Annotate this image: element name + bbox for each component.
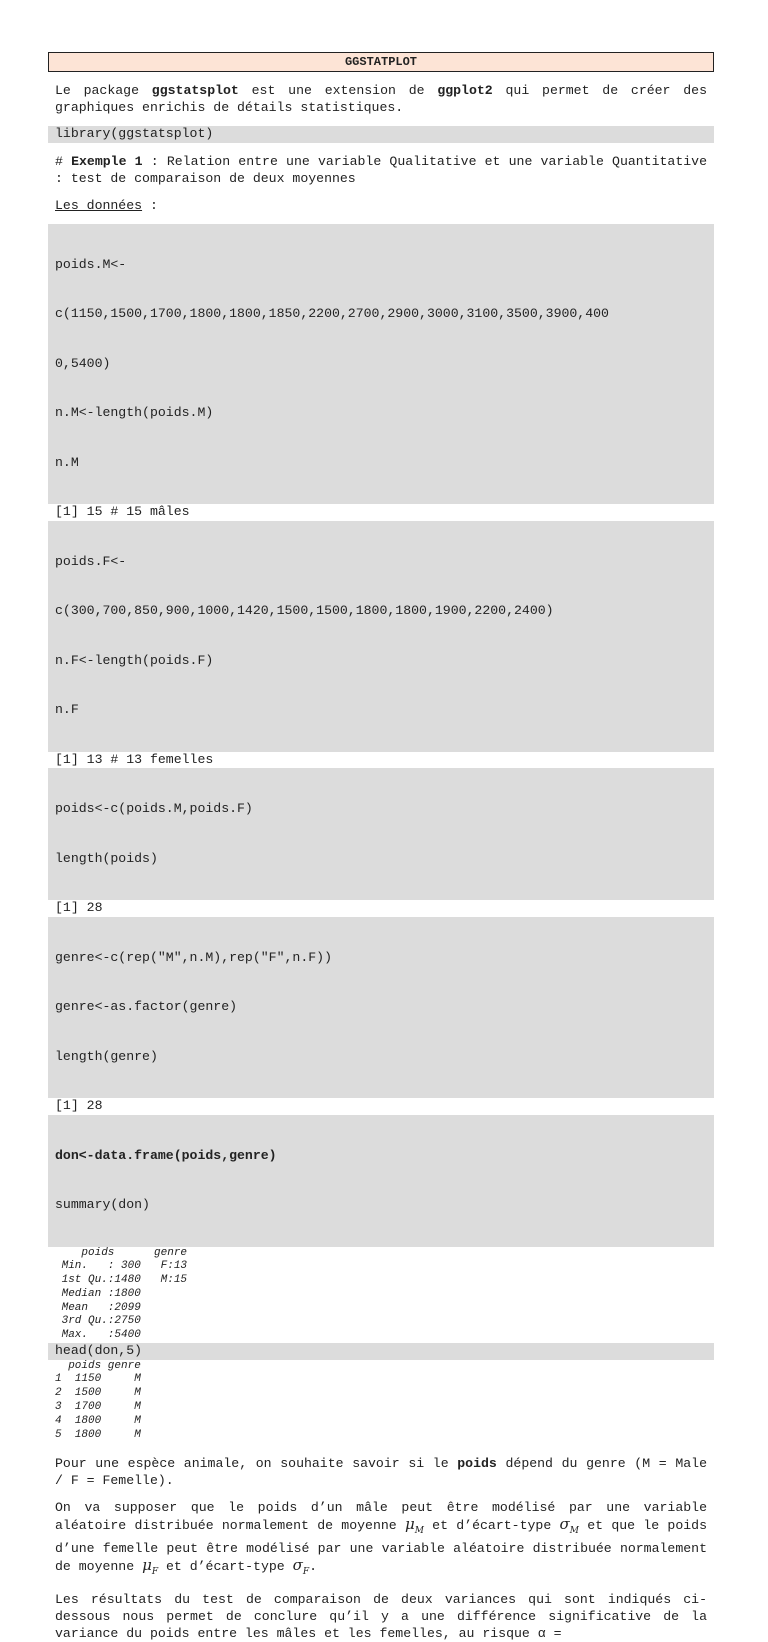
head-output: poids genre 1 1150 M 2 1500 M 3 1700 M 4 1800 M 5 1800 M xyxy=(55,1359,141,1441)
code-block-genre: genre<-c(rep("M",n.M),rep("F",n.F)) genre<-as.factor(genre) length(genre) xyxy=(48,917,714,1099)
results-paragraph: Les résultats du test de comparaison de deux variances qui sont indiqués ci-dessous nous permet de conclure qu’il y a une différence significative de la variance du poids entre les mâles et les femelles, au risque α = xyxy=(55,1592,707,1642)
ggplot2-name: ggplot2 xyxy=(437,83,493,98)
sigma-f-symbol: $\sigma_F$ xyxy=(292,1556,310,1578)
code-block-poids: poids<-c(poids.M,poids.F) length(poids) xyxy=(48,768,714,900)
mu-m-symbol: $\mu_M$ xyxy=(404,1515,424,1537)
mu-f-symbol: $\mu_F$ xyxy=(142,1556,159,1578)
intro-paragraph: Le package ggstatsplot est une extension de ggplot2 qui permet de créer des graphiques enrichis de détails statistiques. xyxy=(55,83,707,115)
output-line: [1] 15 # 15 mâles xyxy=(55,504,190,519)
code-block-head: head(don,5) xyxy=(48,1343,714,1360)
document-page xyxy=(48,52,714,1642)
output-line: [1] 13 # 13 femelles xyxy=(55,751,214,767)
summary-output: poids genre Min. : 300 F:13 1st Qu.:1480 M:15 Median :1800 Mean :2099 3rd Qu.:2750 Max. :5400 xyxy=(55,1246,188,1342)
code-block-females: poids.F<- c(300,700,850,900,1000,1420,1500,1500,1800,1800,1900,2200,2400) n.F<-length(poids.F) n.F xyxy=(48,521,714,752)
library-code: library(ggstatsplot) xyxy=(48,126,714,143)
code-block-dataframe: don<-data.frame(poids,genre) summary(don) xyxy=(48,1115,714,1247)
code-block-males: poids.M<- c(1150,1500,1700,1800,1800,1850,2200,2700,2900,3000,3100,3500,3900,400 0,5400) n.M<-length(poids.M) n.M xyxy=(48,224,714,505)
donnees-label: Les données : xyxy=(55,197,158,213)
output-line: [1] 28 xyxy=(55,900,103,915)
r-session xyxy=(48,224,714,1443)
example-heading: # Exemple 1 : Relation entre une variable Qualitative et une variable Quantitative : test de comparaison de deux moyennes xyxy=(55,153,707,186)
sigma-m-symbol: $\sigma_M$ xyxy=(559,1515,579,1537)
package-name: ggstatsplot xyxy=(151,83,239,98)
question-paragraph: Pour une espèce animale, on souhaite savoir si le poids dépend du genre (M = Male / F = Femelle). xyxy=(55,1456,707,1489)
output-line: [1] 28 xyxy=(55,1098,103,1113)
section-title: GGSTATPLOT xyxy=(48,52,714,72)
hypothesis-paragraph: On va supposer que le poids d’un mâle peut être modélisé par une variable aléatoire distribuée normalement de moyenne $\mu_M$ et d’écart-type $\sigma_M$ et que le poids d’une femelle peut être modélisé par une variable aléatoire distribuée normalement de moyenne $\mu_F$ et d’écart-type $\sigma_F$. xyxy=(55,1500,707,1578)
